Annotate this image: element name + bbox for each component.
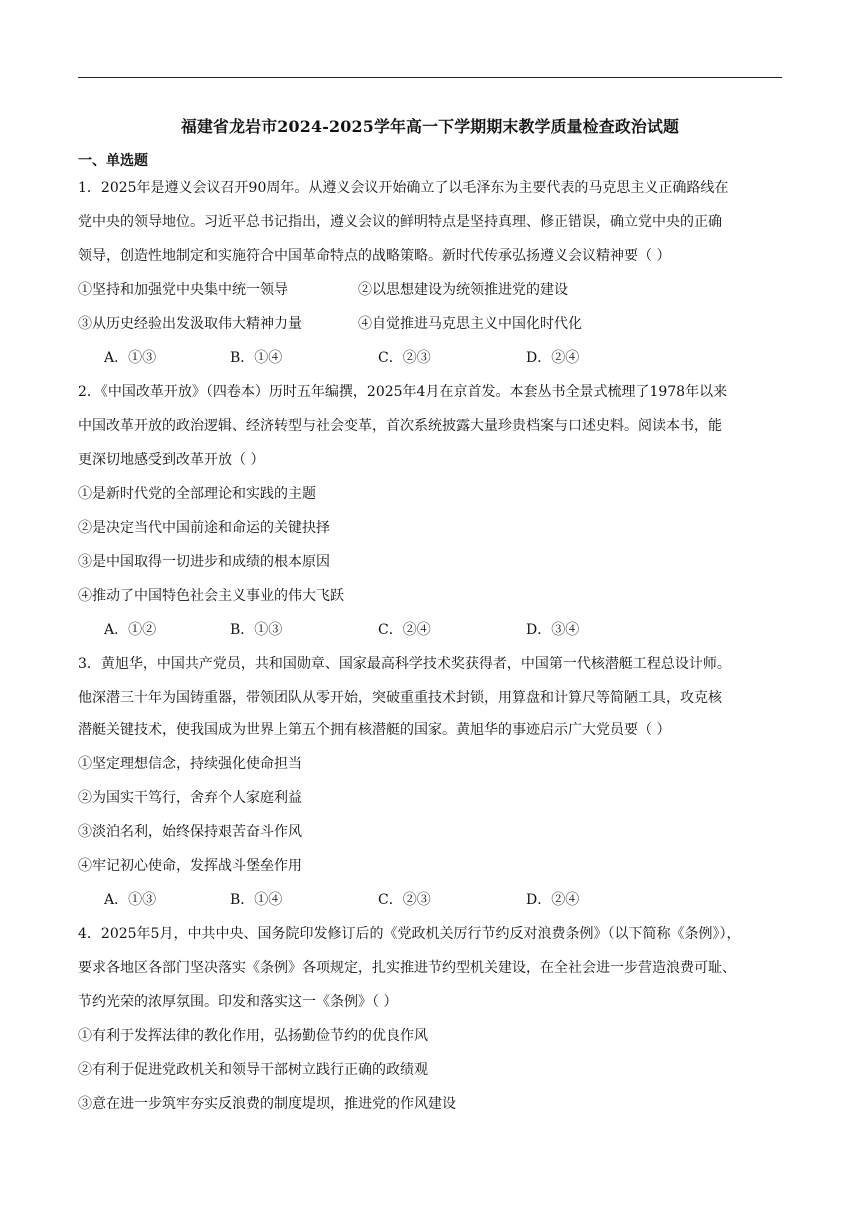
q3-choice-d: D．②④ (526, 892, 580, 908)
q4-stem-line: 节约光荣的浓厚氛围。印发和落实这一《条例》（ ） (78, 994, 398, 1010)
q2-stem-line: 中国改革开放的政治逻辑、经济转型与社会变革，首次系统披露大量珍贵档案与口述史料。阅读本书，能 (78, 418, 722, 434)
q2-option-1: ①是新时代党的全部理论和实践的主题 (78, 486, 316, 502)
q3-option-4: ④牢记初心使命，发挥战斗堡垒作用 (78, 858, 302, 874)
q1-choice-c: C．②③ (378, 350, 431, 366)
q2-choice-b: B．①③ (230, 622, 283, 638)
q4-stem-line: 4．2025年5月，中共中央、国务院印发修订后的《党政机关厉行节约反对浪费条例》（以下简称《条例》）， (78, 926, 741, 942)
document-title: 福建省龙岩市2024-2025学年高一下学期期末教学质量检查政治试题 (180, 117, 680, 136)
q3-stem-line: 3．黄旭华，中国共产党员，共和国勋章、国家最高科学技术奖获得者，中国第一代核潜艇工程总设计师。 (78, 656, 731, 672)
q4-stem-line: 要求各地区各部门坚决落实《条例》各项规定，扎实推进节约型机关建设，在全社会进一步营造浪费可耻、 (78, 960, 736, 976)
q1-stem-line: 党中央的领导地位。习近平总书记指出，遵义会议的鲜明特点是坚持真理、修正错误，确立党中央的正确 (78, 214, 722, 230)
q1-stem-line: 1．2025年是遵义会议召开90周年。从遵义会议开始确立了以毛泽东为主要代表的马克思主义正确路线在 (78, 180, 729, 196)
q3-choice-b: B．①④ (230, 892, 283, 908)
q1-stem-line: 领导，创造性地制定和实施符合中国革命特点的战略策略。新时代传承弘扬遵义会议精神要（ ） (78, 248, 671, 264)
q1-choice-b: B．①④ (230, 350, 283, 366)
q2-choice-d: D．③④ (526, 622, 580, 638)
q3-option-1: ①坚定理想信念，持续强化使命担当 (78, 756, 302, 772)
q4-option-3: ③意在进一步筑牢夯实反浪费的制度堤坝，推进党的作风建设 (78, 1096, 456, 1112)
q2-stem-line: 2．《中国改革开放》（四卷本）历时五年编撰，2025年4月在京首发。本套丛书全景式梳理了1978年以来 (78, 384, 728, 400)
q3-choice-a: A．①③ (104, 892, 157, 908)
q3-option-2: ②为国实干笃行，舍弃个人家庭利益 (78, 790, 302, 806)
q4-option-1: ①有利于发挥法律的教化作用，弘扬勤俭节约的优良作风 (78, 1028, 428, 1044)
q1-choice-d: D．②④ (526, 350, 580, 366)
q3-stem-line: 他深潜三十年为国铸重器，带领团队从零开始，突破重重技术封锁，用算盘和计算尺等简陋工具，攻克核 (78, 690, 722, 706)
q1-option-4: ④自觉推进马克思主义中国化时代化 (358, 316, 582, 332)
section-heading: 一、单选题 (78, 153, 148, 169)
q1-option-2: ②以思想建设为统领推进党的建设 (358, 282, 568, 298)
q4-option-2: ②有利于促进党政机关和领导干部树立践行正确的政绩观 (78, 1062, 428, 1078)
q2-stem-line: 更深切地感受到改革开放（ ） (78, 452, 265, 468)
q1-option-3: ③从历史经验出发汲取伟大精神力量 (78, 316, 302, 332)
q1-option-1: ①坚持和加强党中央集中统一领导 (78, 282, 288, 298)
q2-option-3: ③是中国取得一切进步和成绩的根本原因 (78, 554, 330, 570)
q2-option-4: ④推动了中国特色社会主义事业的伟大飞跃 (78, 588, 344, 604)
q2-choice-c: C．②④ (378, 622, 431, 638)
q2-option-2: ②是决定当代中国前途和命运的关键抉择 (78, 520, 330, 536)
q1-choice-a: A．①③ (104, 350, 157, 366)
header-rule (78, 77, 782, 78)
q3-stem-line: 潜艇关键技术，使我国成为世界上第五个拥有核潜艇的国家。黄旭华的事迹启示广大党员要（ ） (78, 722, 671, 738)
q3-option-3: ③淡泊名利，始终保持艰苦奋斗作风 (78, 824, 302, 840)
q3-choice-c: C．②③ (378, 892, 431, 908)
q2-choice-a: A．①② (104, 622, 157, 638)
